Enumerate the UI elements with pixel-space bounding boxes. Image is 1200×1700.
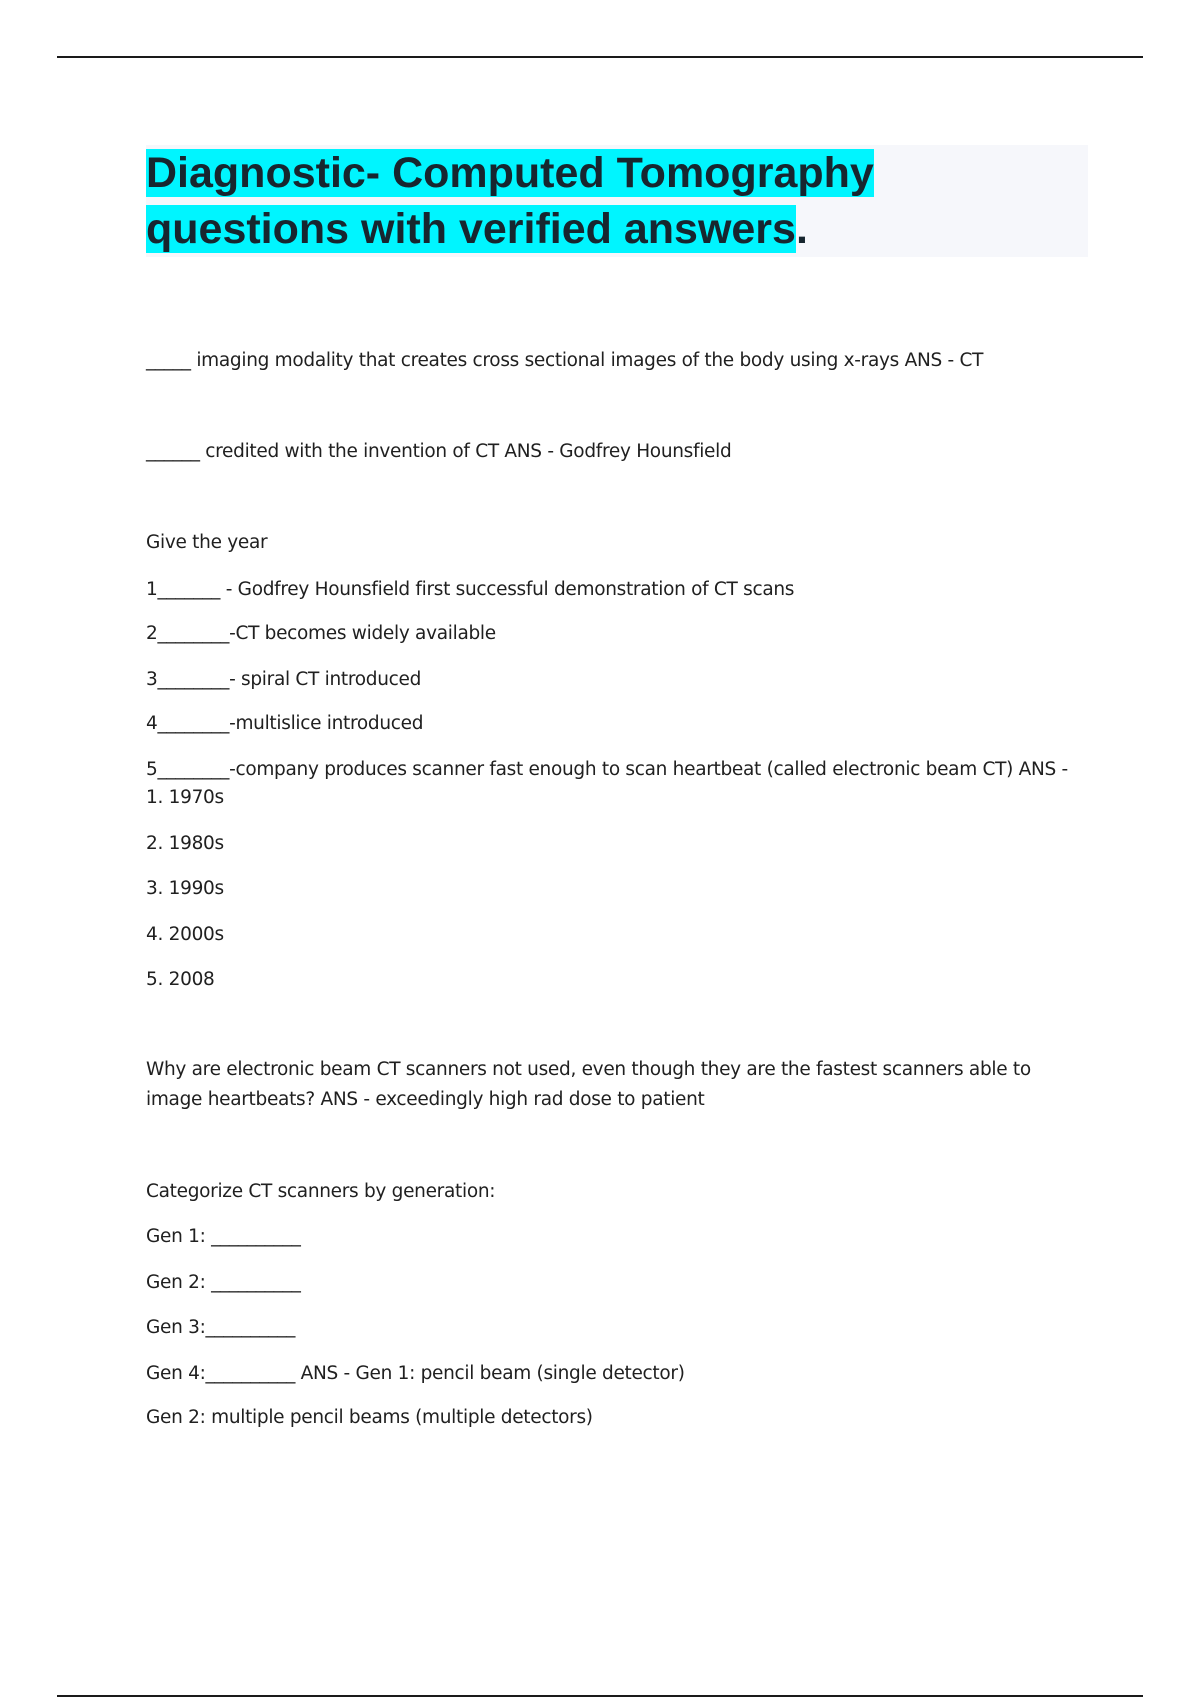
- question-generation-intro: Categorize CT scanners by generation:: [146, 1181, 496, 1202]
- question-ct-modality: _____ imaging modality that creates cross sectional images of the body using x-rays ANS - CT: [146, 350, 984, 371]
- year-item: 4________-multislice introduced: [146, 713, 424, 734]
- page-title: [146, 145, 1076, 257]
- year-item: 3________- spiral CT introduced: [146, 669, 422, 690]
- year-answer: 1. 1970s: [146, 787, 224, 808]
- year-item: 2________-CT becomes widely available: [146, 623, 496, 644]
- year-answer: 4. 2000s: [146, 924, 224, 945]
- top-rule: [57, 56, 1143, 58]
- title-highlight-line1: Diagnostic- Computed Tomography: [146, 149, 874, 197]
- question-year-intro: Give the year: [146, 532, 268, 553]
- title-period: .: [795, 205, 808, 253]
- year-item: 1_______ - Godfrey Hounsfield first successful demonstration of CT scans: [146, 579, 795, 600]
- year-answer: 3. 1990s: [146, 878, 224, 899]
- question-inventor: ______ credited with the invention of CT ANS - Godfrey Hounsfield: [146, 441, 732, 462]
- title-highlight-line2: questions with verified answers: [146, 205, 796, 253]
- year-item: 5________-company produces scanner fast enough to scan heartbeat (called electronic beam CT) ANS -: [146, 759, 1068, 780]
- generation-item: Gen 2: multiple pencil beams (multiple detectors): [146, 1407, 593, 1428]
- generation-item: Gen 3:__________: [146, 1317, 296, 1338]
- generation-item: Gen 4:__________ ANS - Gen 1: pencil beam (single detector): [146, 1363, 685, 1384]
- bottom-rule: [57, 1695, 1143, 1697]
- question-electron-beam: Why are electronic beam CT scanners not used, even though they are the fastest scanners able to image heartbeats? ANS - exceedingly high rad dose to patient: [146, 1059, 1031, 1110]
- year-answer: 5. 2008: [146, 969, 215, 990]
- year-answer: 2. 1980s: [146, 833, 224, 854]
- generation-item: Gen 1: __________: [146, 1226, 301, 1247]
- generation-item: Gen 2: __________: [146, 1272, 301, 1293]
